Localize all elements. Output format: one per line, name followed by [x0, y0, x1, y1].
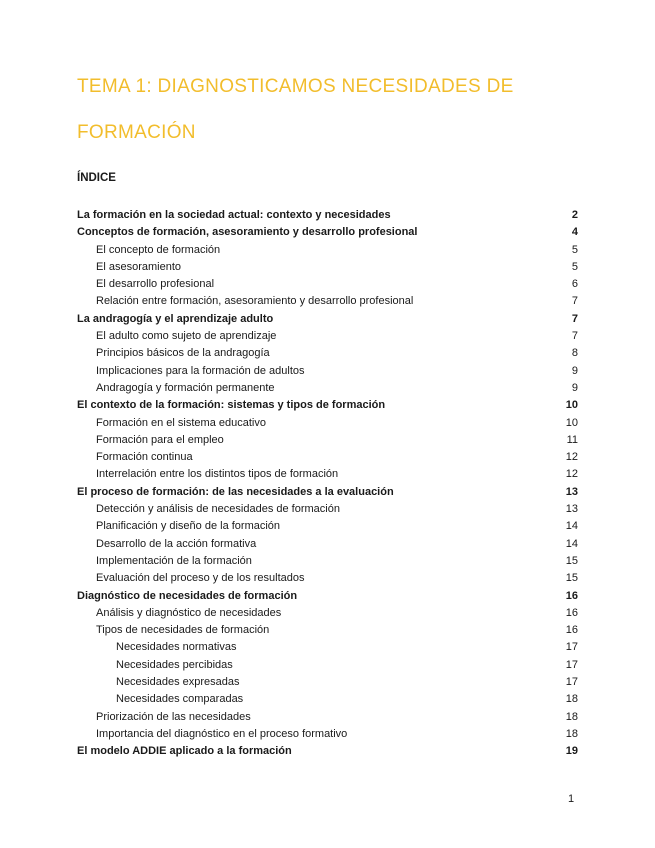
- toc-entry[interactable]: [77, 432, 578, 449]
- toc-entry[interactable]: [77, 570, 578, 587]
- toc-entry[interactable]: [77, 345, 578, 362]
- toc-entry[interactable]: [77, 380, 578, 397]
- toc-entry[interactable]: [77, 726, 578, 743]
- toc-entry[interactable]: [77, 743, 578, 760]
- toc-entry[interactable]: [77, 449, 578, 466]
- toc-entry-title: Formación para el empleo: [96, 433, 224, 446]
- toc-entry-page: 7: [571, 295, 578, 308]
- page-number: 1: [568, 793, 575, 805]
- toc-entry-title: El modelo ADDIE aplicado a la formación: [77, 745, 292, 758]
- toc-entry-title: El asesoramiento: [96, 260, 181, 273]
- toc-entry-title: Interrelación entre los distintos tipos de formación: [96, 468, 339, 481]
- toc-entry[interactable]: [77, 501, 578, 518]
- toc-entry-page: 11: [566, 433, 578, 446]
- index-heading: ÍNDICE: [77, 172, 116, 184]
- toc-entry-page: 15: [565, 572, 578, 585]
- toc-entry-title: Planificación y diseño de la formación: [96, 520, 281, 533]
- toc-entry-title: Desarrollo de la acción formativa: [96, 537, 257, 550]
- toc-entry-title: La andragogía y el aprendizaje adulto: [77, 312, 274, 325]
- toc-entry[interactable]: [77, 276, 578, 293]
- toc-entry-title: Andragogía y formación permanente: [96, 381, 275, 394]
- toc-entry-title: Formación en el sistema educativo: [96, 416, 266, 429]
- toc-entry-page: 6: [571, 278, 578, 291]
- toc-entry-title: El concepto de formación: [96, 243, 221, 256]
- toc-entry-title: Necesidades comparadas: [116, 693, 244, 706]
- toc-entry[interactable]: [77, 397, 578, 414]
- toc-entry[interactable]: [77, 415, 578, 432]
- toc-entry-title: El proceso de formación: de las necesidades a la evaluación: [77, 485, 394, 498]
- table-of-contents: [77, 207, 578, 761]
- toc-entry[interactable]: [77, 709, 578, 726]
- toc-entry-page: 14: [565, 537, 578, 550]
- toc-entry-title: Necesidades expresadas: [116, 676, 240, 689]
- toc-entry-page: 13: [565, 503, 578, 516]
- toc-entry-title: Tipos de necesidades de formación: [96, 624, 270, 637]
- toc-entry[interactable]: [77, 242, 578, 259]
- toc-entry-page: 7: [571, 330, 578, 343]
- toc-entry[interactable]: [77, 224, 578, 241]
- document-title-line-1: TEMA 1: DIAGNOSTICAMOS NECESIDADES DE: [77, 76, 514, 97]
- toc-entry[interactable]: [77, 311, 578, 328]
- toc-entry-title: La formación en la sociedad actual: contexto y necesidades: [77, 209, 391, 221]
- toc-entry-page: 10: [565, 399, 578, 412]
- toc-entry-page: 18: [565, 727, 578, 740]
- toc-entry-title: Implementación de la formación: [96, 554, 252, 567]
- toc-entry-title: Conceptos de formación, asesoramiento y desarrollo profesional: [77, 226, 418, 239]
- toc-entry-title: Relación entre formación, asesoramiento y desarrollo profesional: [96, 295, 414, 308]
- toc-entry-title: Formación continua: [96, 451, 193, 464]
- toc-entry[interactable]: [77, 518, 578, 535]
- toc-entry-title: Priorización de las necesidades: [96, 710, 251, 723]
- toc-entry-page: 10: [565, 416, 578, 429]
- toc-entry[interactable]: [77, 363, 578, 380]
- toc-entry-title: Necesidades percibidas: [116, 658, 233, 671]
- toc-entry-page: 4: [571, 226, 578, 239]
- toc-entry-title: Principios básicos de la andragogía: [96, 347, 270, 360]
- toc-entry[interactable]: [77, 657, 578, 674]
- toc-entry-page: 14: [565, 520, 578, 533]
- toc-entry-page: 8: [571, 347, 578, 360]
- toc-entry[interactable]: [77, 207, 578, 224]
- toc-entry-title: El desarrollo profesional: [96, 278, 215, 291]
- toc-entry-page: 7: [571, 312, 578, 325]
- toc-entry-page: 15: [565, 554, 578, 567]
- toc-entry-page: 16: [565, 624, 578, 637]
- toc-entry-page: 12: [565, 468, 578, 481]
- toc-entry-page: 12: [565, 451, 578, 464]
- toc-entry-title: Análisis y diagnóstico de necesidades: [96, 606, 282, 619]
- toc-entry[interactable]: [77, 639, 578, 656]
- toc-entry-page: 5: [571, 260, 578, 273]
- document-title-line-2: FORMACIÓN: [77, 122, 196, 143]
- toc-entry[interactable]: [77, 622, 578, 639]
- toc-entry-page: 9: [571, 364, 578, 377]
- toc-entry-title: Evaluación del proceso y de los resultados: [96, 572, 305, 585]
- toc-entry[interactable]: [77, 536, 578, 553]
- toc-entry-title: Implicaciones para la formación de adultos: [96, 364, 305, 377]
- toc-entry-title: El adulto como sujeto de aprendizaje: [96, 330, 277, 343]
- toc-entry-page: 19: [565, 745, 578, 758]
- toc-entry-page: 13: [565, 485, 578, 498]
- toc-entry-page: 18: [565, 693, 578, 706]
- toc-entry-page: 17: [565, 658, 578, 671]
- toc-entry-page: 16: [565, 589, 578, 602]
- toc-entry-title: Detección y análisis de necesidades de formación: [96, 503, 340, 516]
- toc-entry[interactable]: [77, 466, 578, 483]
- toc-entry-page: 18: [565, 710, 578, 723]
- toc-entry-title: Diagnóstico de necesidades de formación: [77, 589, 298, 602]
- toc-entry-page: 17: [565, 676, 578, 689]
- toc-entry[interactable]: [77, 293, 578, 310]
- toc-entry-page: 5: [571, 243, 578, 256]
- toc-entry[interactable]: [77, 553, 578, 570]
- toc-entry-title: Necesidades normativas: [116, 641, 237, 654]
- toc-entry[interactable]: [77, 605, 578, 622]
- toc-entry[interactable]: [77, 484, 578, 501]
- toc-entry-page: 16: [565, 606, 578, 619]
- toc-entry-page: 17: [565, 641, 578, 654]
- toc-entry[interactable]: [77, 674, 578, 691]
- toc-entry-page: 2: [571, 209, 578, 221]
- toc-entry-page: 9: [571, 381, 578, 394]
- toc-entry[interactable]: [77, 259, 578, 276]
- toc-entry-title: Importancia del diagnóstico en el proceso formativo: [96, 727, 348, 740]
- toc-entry-title: El contexto de la formación: sistemas y tipos de formación: [77, 399, 386, 412]
- toc-entry[interactable]: [77, 328, 578, 345]
- toc-entry[interactable]: [77, 691, 578, 708]
- toc-entry[interactable]: [77, 588, 578, 605]
